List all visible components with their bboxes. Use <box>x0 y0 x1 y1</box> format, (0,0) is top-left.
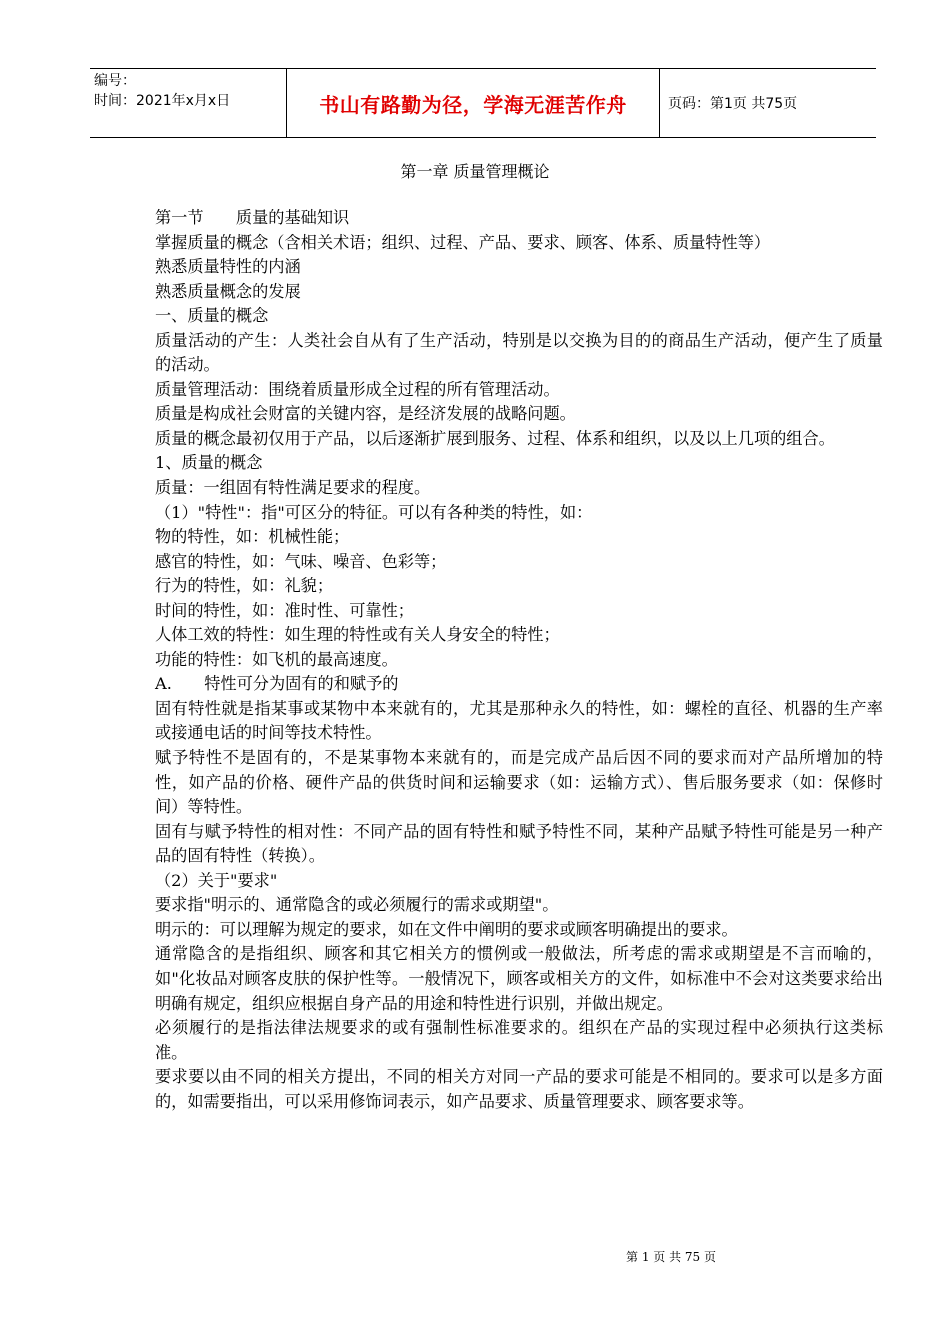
paragraph: 固有与赋予特性的相对性：不同产品的固有特性和赋予特性不同，某种产品赋予特性可能是另一种产品的固有特性（转换）。 <box>155 821 883 866</box>
paragraph: 通常隐含的是指组织、顾客和其它相关方的惯例或一般做法，所考虑的需求或期望是不言而喻的，如"化妆品对顾客皮肤的保护性等。一般情况下，顾客或相关方的文件，如标准中不会对这类要求给出明确有规定，组织应根据自身产品的用途和特性进行识别，并做出规定。 <box>155 944 883 1013</box>
chapter-title: 第一章 质量管理概论 <box>400 162 550 181</box>
paragraph: 功能的特性：如飞机的最高速度。 <box>155 649 398 669</box>
paragraph: 质量的概念最初仅用于产品，以后逐渐扩展到服务、过程、体系和组织，以及以上几项的组合。 <box>155 428 835 448</box>
paragraph: 固有特性就是指某事或某物中本来就有的，尤其是那种永久的特性，如：螺栓的直径、机器的生产率或接通电话的时间等技术特性。 <box>155 698 883 743</box>
paragraph: 一、质量的概念 <box>155 306 269 326</box>
paragraph: 要求指"明示的、通常隐含的或必须履行的需求或期望"。 <box>155 895 559 915</box>
paragraph: 时间的特性，如：准时性、可靠性； <box>155 600 414 620</box>
paragraph: 赋予特性不是固有的，不是某事物本来就有的，而是完成产品后因不同的要求而对产品所增加的特性，如产品的价格、硬件产品的供货时间和运输要求（如：运输方式）、售后服务要求（如：保修时间）等特性。 <box>155 748 883 817</box>
paragraph: （1）"特性"：指"可区分的特征。可以有各种类的特性，如： <box>155 502 593 522</box>
paragraph: A. 特性可分为固有的和赋予的 <box>155 674 399 694</box>
document-body <box>155 206 883 1114</box>
paragraph: 熟悉质量概念的发展 <box>155 281 301 301</box>
time-label: 时间：2021年x月x日 <box>94 93 231 109</box>
paragraph: 要求要以由不同的相关方提出，不同的相关方对同一产品的要求可能是不相同的。要求可以是多方面的，如需要指出，可以采用修饰词表示，如产品要求、质量管理要求、顾客要求等。 <box>155 1067 883 1111</box>
header-page-label: 页码：第1页 共75页 <box>668 96 798 112</box>
header-left-info <box>94 71 284 111</box>
paragraph: 人体工效的特性：如生理的特性或有关人身安全的特性； <box>155 625 560 645</box>
paragraph: 行为的特性，如：礼貌； <box>155 576 334 596</box>
page-footer: 第 1 页 共 75 页 <box>626 1250 716 1264</box>
paragraph: 质量是构成社会财富的关键内容，是经济发展的战略问题。 <box>155 404 576 424</box>
paragraph: 第一节 质量的基础知识 <box>155 208 350 227</box>
paragraph: 质量管理活动：围绕着质量形成全过程的所有管理活动。 <box>155 379 560 399</box>
number-label: 编号： <box>94 73 136 89</box>
paragraph: 必须履行的是指法律法规要求的或有强制性标准要求的。组织在产品的实现过程中必须执行这类标准。 <box>155 1018 883 1062</box>
page-header <box>90 68 876 138</box>
header-motto: 书山有路勤为径，学海无涯苦作舟 <box>286 69 660 137</box>
paragraph: 质量活动的产生：人类社会自从有了生产活动，特别是以交换为目的的商品生产活动，便产生了质量的活动。 <box>155 330 883 375</box>
paragraph: 1、质量的概念 <box>155 453 263 473</box>
paragraph: 感官的特性，如：气味、噪音、色彩等； <box>155 551 447 571</box>
paragraph: 熟悉质量特性的内涵 <box>155 257 301 277</box>
paragraph: 明示的：可以理解为规定的要求，如在文件中阐明的要求或顾客明确提出的要求。 <box>155 919 738 939</box>
paragraph: 质量：一组固有特性满足要求的程度。 <box>155 478 431 498</box>
paragraph: （2）关于"要求" <box>155 870 278 890</box>
paragraph: 掌握质量的概念（含相关术语；组织、过程、产品、要求、顾客、体系、质量特性等） <box>155 232 771 252</box>
paragraph: 物的特性，如：机械性能； <box>155 527 350 547</box>
